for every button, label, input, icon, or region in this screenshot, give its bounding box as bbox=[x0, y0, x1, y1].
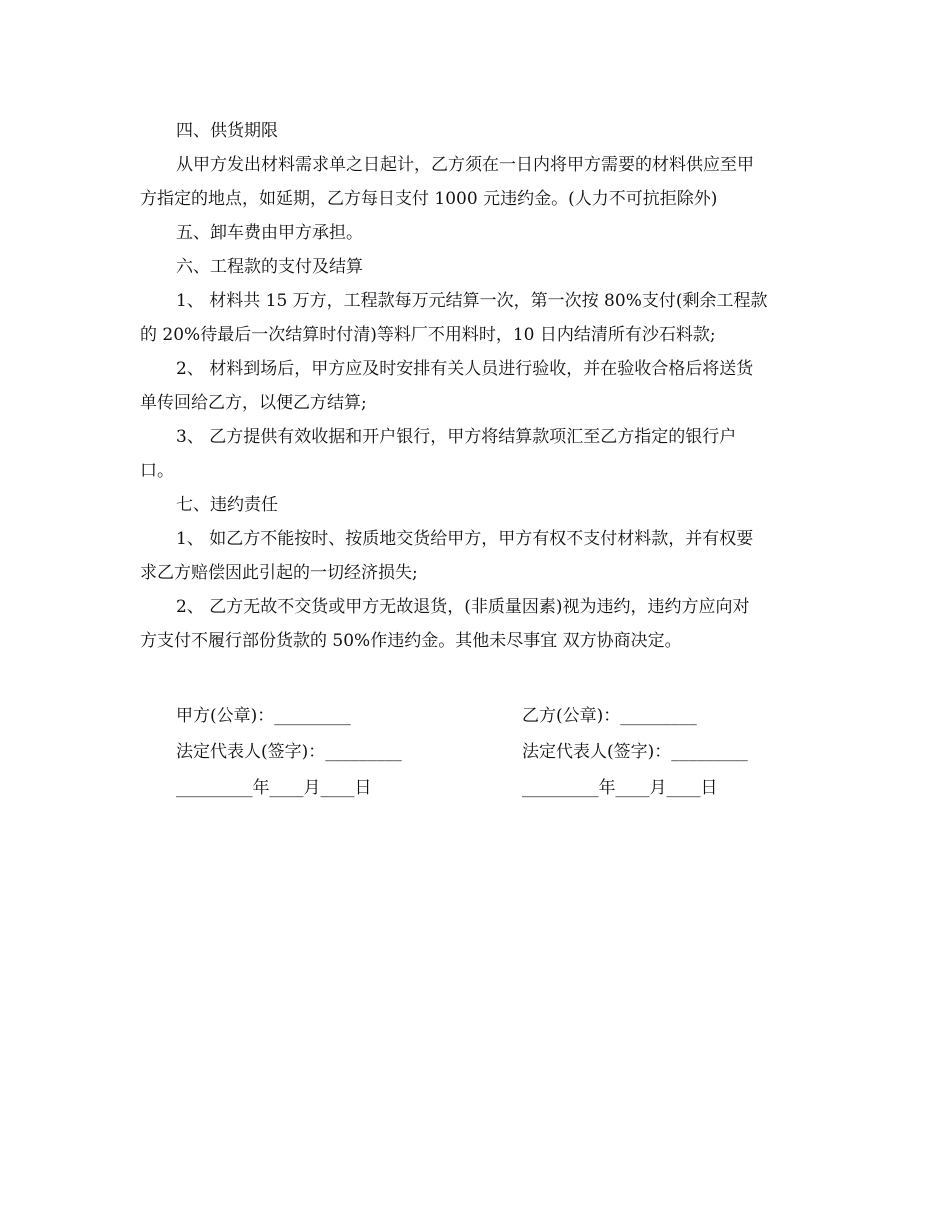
paragraph-line: 方指定的地点，如延期，乙方每日支付 1000 元违约金。(人力不可抗拒除外) bbox=[140, 189, 718, 209]
section-heading-delivery-term: 四、供货期限 bbox=[176, 121, 278, 141]
party-a-date-field: _________年____月____日 bbox=[176, 778, 372, 798]
paragraph-line: 2、 材料到场后，甲方应及时安排有关人员进行验收，并在验收合格后将送货 bbox=[176, 359, 754, 379]
section-heading-payment: 六、工程款的支付及结算 bbox=[176, 257, 363, 277]
paragraph-line: 方支付不履行部份货款的 50%作违约金。其他未尽事宜 双方协商决定。 bbox=[140, 631, 682, 651]
signature-row-date bbox=[140, 770, 812, 806]
party-b-representative-field: 法定代表人(签字)：_________ bbox=[522, 742, 748, 762]
paragraph-line: 口。 bbox=[140, 461, 174, 481]
party-b-seal-field: 乙方(公章)：_________ bbox=[522, 706, 697, 726]
party-a-seal-field: 甲方(公章)：_________ bbox=[176, 706, 351, 726]
paragraph-line: 3、 乙方提供有效收据和开户银行，甲方将结算款项汇至乙方指定的银行户 bbox=[176, 427, 737, 447]
paragraph-line: 的 20%待最后一次结算时付清)等料厂不用料时，10 日内结清所有沙石料款; bbox=[140, 325, 716, 345]
paragraph-line: 1、 材料共 15 万方，工程款每万元结算一次，第一次按 80%支付(剩余工程款 bbox=[176, 291, 768, 311]
paragraph-line: 从甲方发出材料需求单之日起计，乙方须在一日内将甲方需要的材料供应至甲 bbox=[176, 155, 754, 175]
party-b-date-field: _________年____月____日 bbox=[522, 778, 718, 798]
paragraph-line: 求乙方赔偿因此引起的一切经济损失; bbox=[140, 563, 418, 583]
paragraph-line: 单传回给乙方，以便乙方结算; bbox=[140, 393, 367, 413]
section-heading-unloading: 五、卸车费由甲方承担。 bbox=[176, 223, 363, 243]
paragraph-line: 1、 如乙方不能按时、按质地交货给甲方，甲方有权不支付材料款，并有权要 bbox=[176, 529, 754, 549]
paragraph-line: 2、 乙方无故不交货或甲方无故退货，(非质量因素)视为违约，违约方应向对 bbox=[176, 597, 750, 617]
signature-block bbox=[140, 698, 812, 806]
section-heading-liability: 七、违约责任 bbox=[176, 495, 278, 515]
signature-row-representative bbox=[140, 734, 812, 770]
party-a-representative-field: 法定代表人(签字)：_________ bbox=[176, 742, 402, 762]
signature-row-seal bbox=[140, 698, 812, 734]
contract-body bbox=[140, 114, 812, 798]
